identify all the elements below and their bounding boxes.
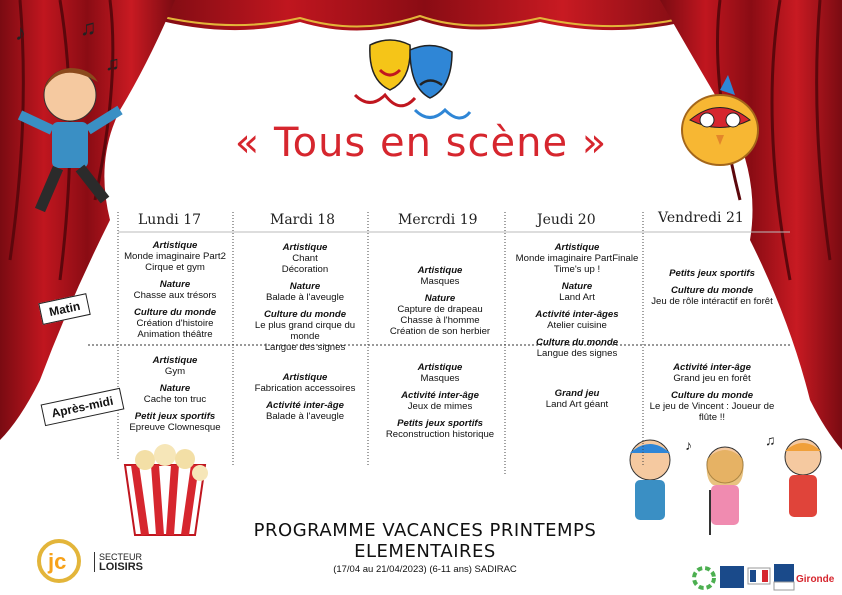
poster-title: « Tous en scène » (234, 120, 608, 166)
activity-item: Land Art géant (545, 399, 609, 410)
day-friday: Vendredi 21 (658, 210, 744, 226)
activity-category: Culture du monde (535, 337, 619, 348)
slot-morning: Matin (38, 293, 91, 325)
activity-category: Activité inter-âge (673, 362, 751, 373)
activity-item: Langue des signes (264, 342, 346, 353)
schedule-cell-morning-4 (647, 268, 777, 307)
svg-text:jc: jc (48, 549, 67, 574)
svg-text:♪: ♪ (685, 437, 692, 453)
gironde-logo-text: Gironde (796, 574, 835, 585)
activity-category: Petits jeux sportifs (669, 268, 755, 279)
day-wednesday: Mercrdi 19 (398, 212, 478, 228)
activity-item: Monde imaginaire Part2 (124, 251, 226, 262)
day-thursday: Jeudi 20 (537, 212, 596, 228)
svg-text:♫: ♫ (765, 432, 776, 448)
activity-item: Fabrication accessoires (254, 383, 356, 394)
activity-item: Land Art (559, 292, 595, 303)
activity-item: Chant (292, 253, 318, 264)
schedule-cell-afternoon-2 (375, 362, 505, 440)
schedule-cell-afternoon-0 (110, 355, 240, 433)
activity-category: Artistique (152, 355, 198, 366)
activity-item: Langue des signes (536, 348, 618, 359)
activity-category: Grand jeu (554, 388, 600, 399)
schedule-cell-morning-1 (240, 242, 370, 353)
sector-small-text: SECTEUR (99, 552, 143, 562)
activity-category: Artistique (282, 242, 328, 253)
activity-category: Culture du monde (133, 307, 217, 318)
activity-item: Monde imaginaire PartFinale (515, 253, 639, 264)
activity-item: Création de son herbier (389, 326, 491, 337)
activity-category: Activité inter-âges (535, 309, 619, 320)
day-tuesday: Mardi 18 (270, 212, 336, 228)
program-dates: (17/04 au 21/04/2023) (6-11 ans) SADIRAC (333, 564, 517, 575)
activity-item: Gym (164, 366, 186, 377)
activity-category: Petit jeux sportifs (134, 411, 216, 422)
activity-item: Atelier cuisine (547, 320, 607, 331)
activity-category: Activité inter-âge (401, 390, 479, 401)
activity-item: Création d'histoire (136, 318, 214, 329)
activity-category: Nature (561, 281, 593, 292)
activity-item: Balade à l'aveugle (265, 292, 345, 303)
sector-label (94, 552, 143, 572)
activity-category: Nature (159, 383, 191, 394)
program-title: PROGRAMME VACANCES PRINTEMPS (253, 520, 597, 541)
activity-item: Le plus grand cirque du monde (254, 320, 356, 342)
sector-big-text: LOISIRS (99, 561, 144, 573)
activity-category: Artistique (417, 362, 463, 373)
activity-item: Jeux de mimes (407, 401, 473, 412)
activity-category: Artistique (554, 242, 600, 253)
schedule-cell-afternoon-3 (512, 388, 642, 410)
activity-category: Nature (289, 281, 321, 292)
activity-category: Petits jeux sportifs (397, 418, 483, 429)
activity-category: Artistique (152, 240, 198, 251)
program-subtitle: ELEMENTAIRES (354, 541, 496, 562)
activity-category: Culture du monde (670, 390, 754, 401)
activity-item: Décoration (281, 264, 329, 275)
activity-item: Cache ton truc (143, 394, 207, 405)
activity-item: Jeu de rôle intéractif en forêt (651, 296, 773, 307)
activity-category: Culture du monde (670, 285, 754, 296)
day-monday: Lundi 17 (138, 212, 202, 228)
schedule-cell-afternoon-4 (647, 362, 777, 423)
activity-item: Capture de drapeau (397, 304, 483, 315)
activity-category: Artistique (417, 265, 463, 276)
activity-category: Artistique (282, 372, 328, 383)
schedule-cell-afternoon-1 (240, 372, 370, 422)
activity-item: Time's up ! (553, 264, 601, 275)
activity-item: Chasse à l'homme (400, 315, 480, 326)
activity-item: Grand jeu en forêt (673, 373, 751, 384)
activity-category: Culture du monde (263, 309, 347, 320)
activity-item: Animation théâtre (137, 329, 213, 340)
activity-item: Reconstruction historique (385, 429, 495, 440)
activity-item: Cirque et gym (145, 262, 205, 273)
schedule-cell-morning-0 (110, 240, 240, 340)
activity-item: Le jeu de Vincent : Joueur de flûte !! (649, 401, 775, 423)
activity-item: Masques (420, 373, 460, 384)
svg-text:♪: ♪ (15, 20, 26, 45)
activity-item: Epreuve Clownesque (129, 422, 221, 433)
activity-item: Chasse aux trésors (133, 290, 217, 301)
activity-category: Nature (424, 293, 456, 304)
schedule-cell-morning-2 (375, 265, 505, 337)
activity-category: Activité inter-âge (266, 400, 344, 411)
svg-text:♫: ♫ (80, 15, 97, 40)
svg-text:♫: ♫ (105, 53, 120, 75)
schedule-cell-morning-3 (512, 242, 642, 359)
slot-afternoon: Après-midi (41, 388, 124, 426)
activity-item: Balade à l'aveugle (265, 411, 345, 422)
activity-category: Nature (159, 279, 191, 290)
activity-item: Masques (420, 276, 460, 287)
